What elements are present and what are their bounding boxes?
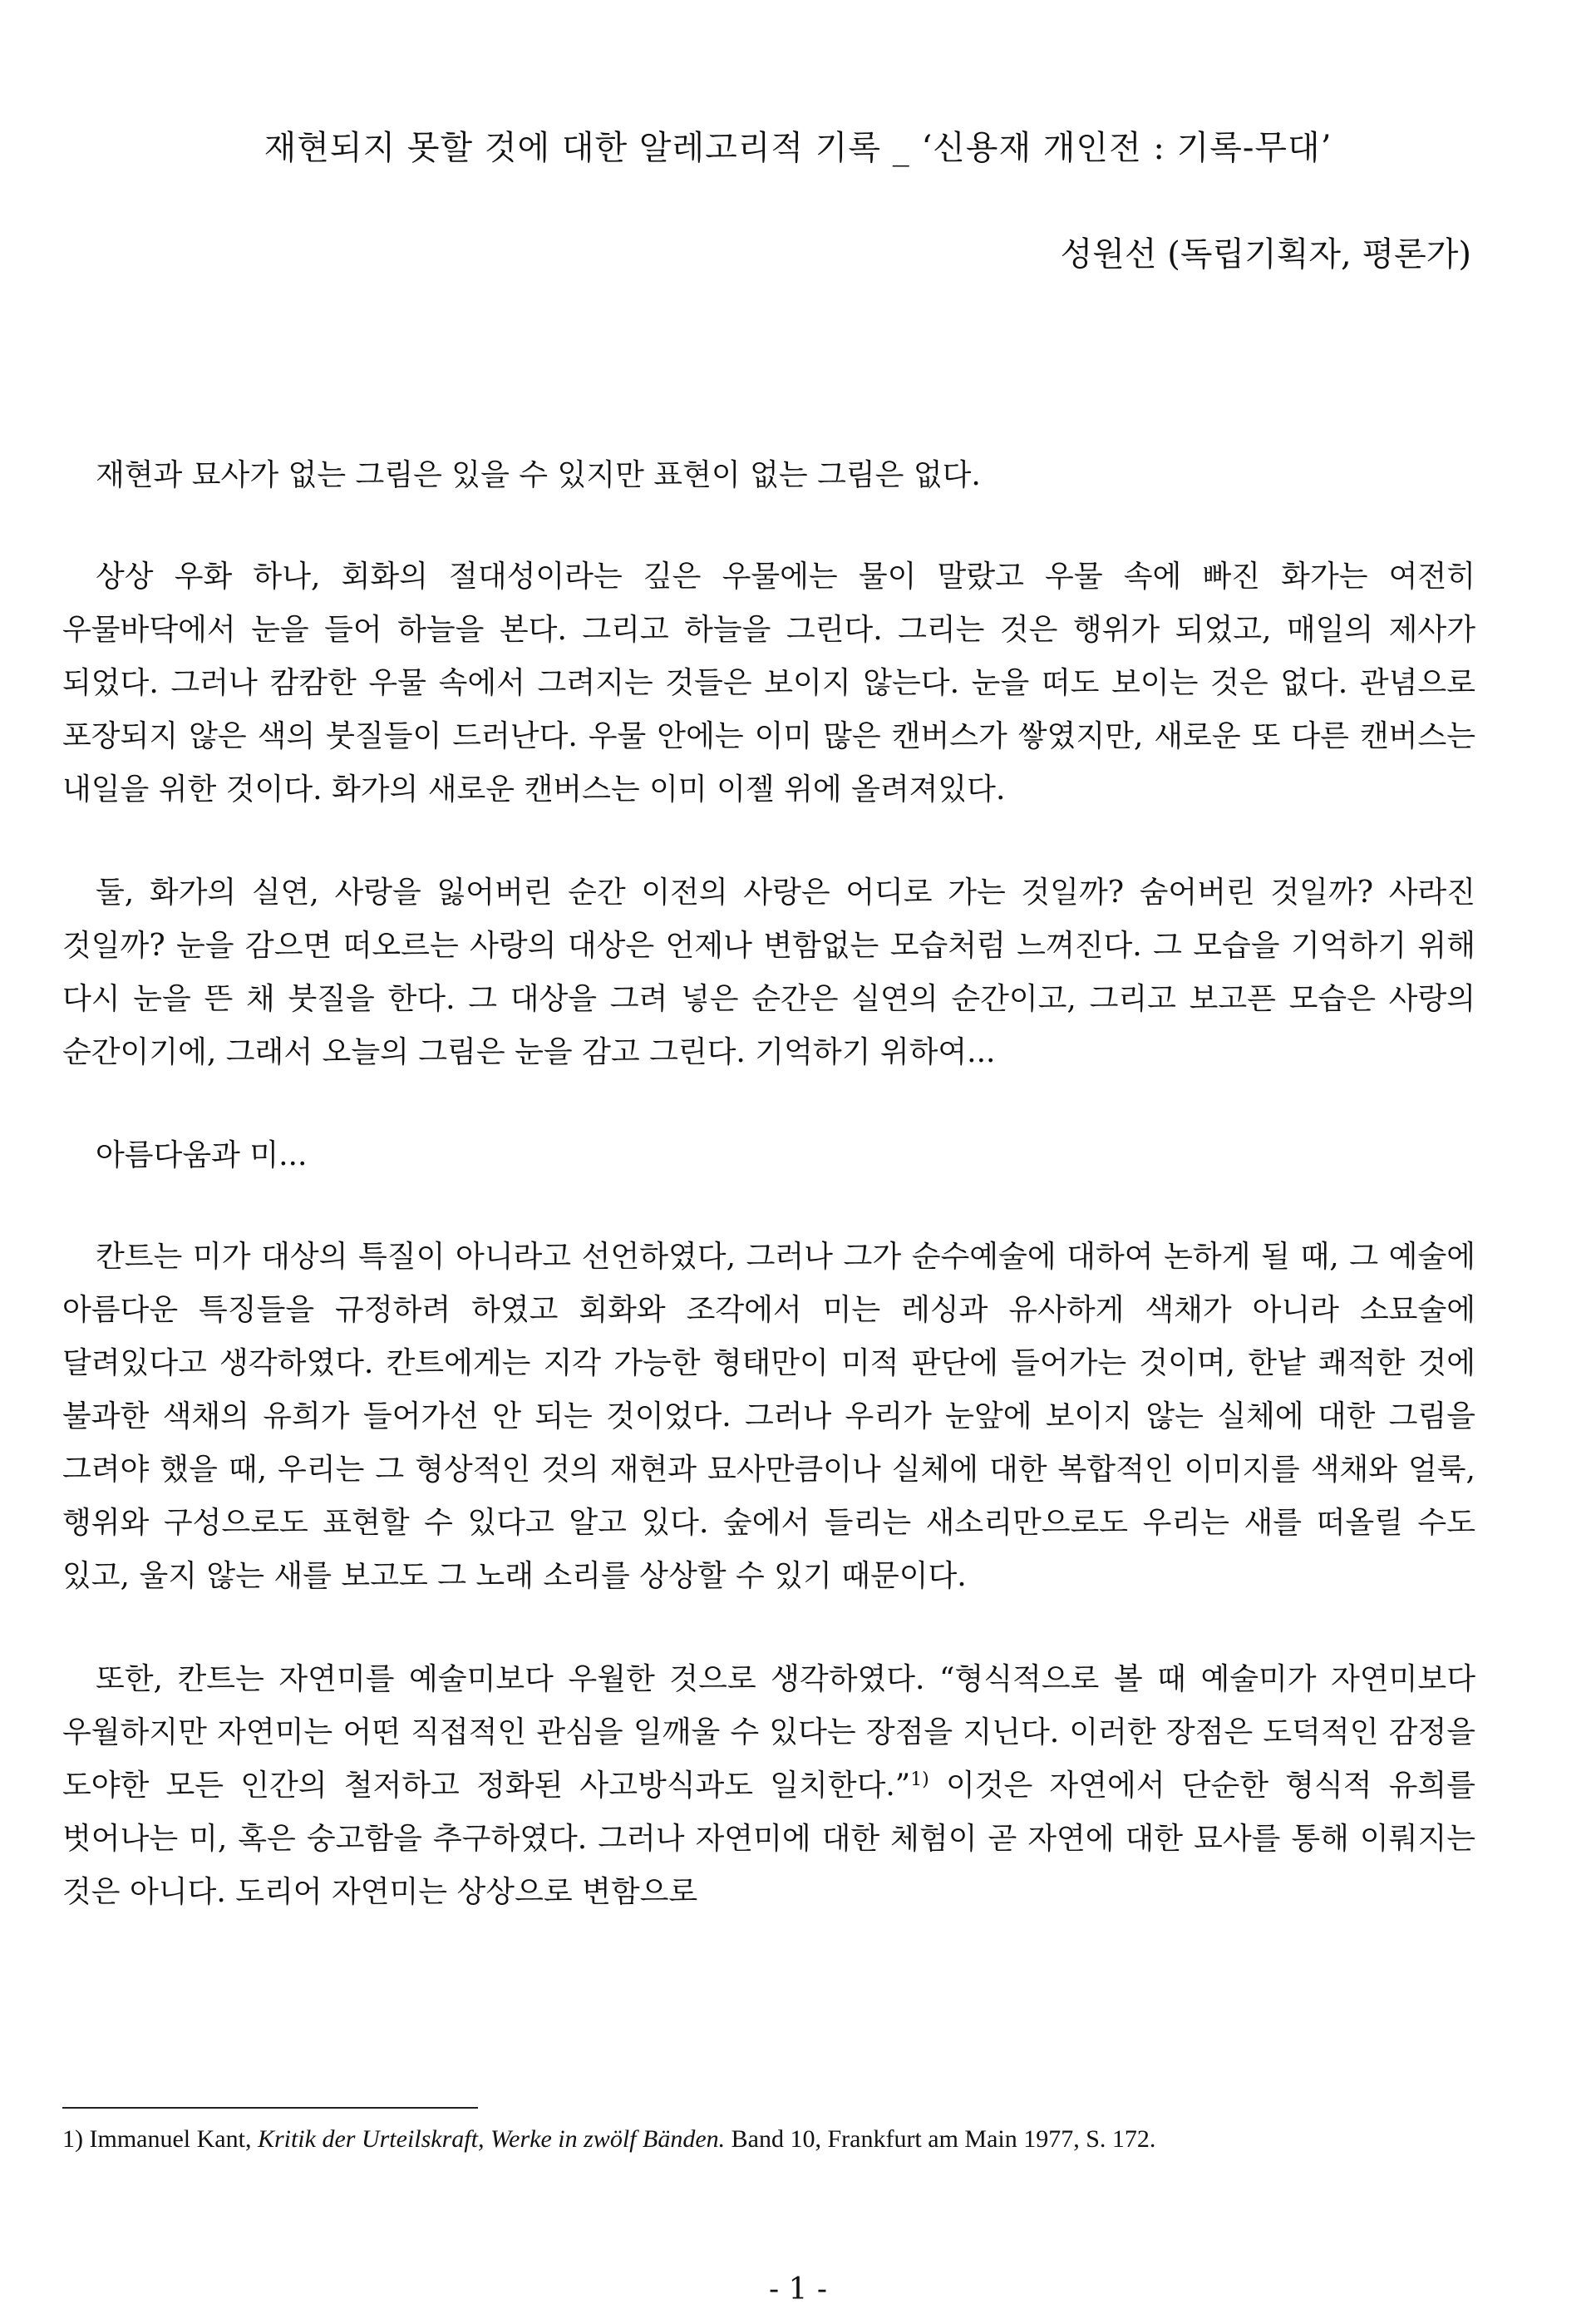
document-title: 재현되지 못할 것에 대한 알레고리적 기록 _ ‘신용재 개인전 : 기록-무대’ [264,129,1332,167]
paragraph-6 [62,1653,1475,1919]
footnote-marker: 1) [62,2125,83,2153]
body-text [62,449,1475,1969]
author-line: 성원선 (독립기획자, 평론가) [1060,235,1471,274]
footnote-reference: 1) [910,1769,929,1790]
footnote-author: Immanuel Kant, [89,2125,252,2153]
paragraph-5: 칸트는 미가 대상의 특질이 아니라고 선언하였다, 그러나 그가 순수예술에 대하여 논하게 될 때, 그 예술에 아름다운 특징들을 규정하려 하였고 회화와 조각에서 미는 레싱과 유사하게 색채가 아니라 소묘술에 달려있다고 생각하였다. 칸트에게는 지각 가능한 형태만이 미적 판단에 들어가는 것이며, 한낱 쾌적한 것에 불과한 색채의 유희가 들어가선 안 되는 것이었다. 그러나 우리가 눈앞에 보이지 않는 실체에 대한 그림을 그려야 했을 때, 우리는 그 형상적인 것의 재현과 묘사만큼이나 실체에 대한 복합적인 이미지를 색채와 얼룩, 행위와 구성으로도 표현할 수 있다고 알고 있다. 숲에서 들리는 새소리만으로도 우리는 새를 떠올릴 수도 있고, 울지 않는 새를 보고도 그 노래 소리를 상상할 수 있기 때문이다. [62,1240,1475,1593]
footnote [62,2122,1475,2157]
footnote-details: Band 10, Frankfurt am Main 1977, S. 172. [731,2125,1156,2153]
paragraph-6-text-after: 이것은 자연에서 단순한 형식적 유희를 벗어나는 미, 혹은 숭고함을 추구하였다. 그러나 자연미에 대한 체험이 곧 자연에 대한 묘사를 통해 이뤄지는 것은 아니다. 도리어 자연미는 상상으로 변함으로 [62,1769,1475,1909]
footnote-divider [62,2107,478,2109]
paragraph-3: 둘, 화가의 실연, 사랑을 잃어버린 순간 이전의 사랑은 어디로 가는 것일까? 숨어버린 것일까? 사라진 것일까? 눈을 감으면 떠오르는 사랑의 대상은 언제나 변함없는 모습처럼 느껴진다. 그 모습을 기억하기 위해 다시 눈을 뜬 채 붓질을 한다. 그 대상을 그려 넣은 순간은 실연의 순간이고, 그리고 보고픈 모습은 사랑의 순간이기에, 그래서 오늘의 그림은 눈을 감고 그린다. 기억하기 위하여... [62,876,1475,1069]
paragraph-1: 재현과 묘사가 없는 그림은 있을 수 있지만 표현이 없는 그림은 없다. [96,458,981,492]
footnote-work-title: Kritik der Urteilskraft, Werke in zwölf Bänden. [257,2125,726,2153]
paragraph-6-text-before: 또한, 칸트는 자연미를 예술미보다 우월한 것으로 생각하였다. “형식적으로 볼 때 예술미가 자연미보다 우월하지만 자연미는 어떤 직접적인 관심을 일깨울 수 있다는 장점을 지닌다. 이러한 장점은 도덕적인 감정을 도야한 모든 인간의 철저하고 정화된 사고방식과도 일치한다.” [62,1662,1475,1803]
paragraph-2: 상상 우화 하나, 회화의 절대성이라는 깊은 우물에는 물이 말랐고 우물 속에 빠진 화가는 여전히 우물바닥에서 눈을 들어 하늘을 본다. 그리고 하늘을 그린다. 그리는 것은 행위가 되었고, 매일의 제사가 되었다. 그러나 캄캄한 우물 속에서 그려지는 것들은 보이지 않는다. 눈을 떠도 보이는 것은 없다. 관념으로 포장되지 않은 색의 붓질들이 드러난다. 우물 안에는 이미 많은 캔버스가 쌓였지만, 새로운 또 다른 캔버스는 내일을 위한 것이다. 화가의 새로운 캔버스는 이미 이젤 위에 올려져있다. [62,560,1475,807]
paragraph-4: 아름다움과 미... [96,1138,308,1172]
page-number: - 1 - [768,2272,828,2307]
